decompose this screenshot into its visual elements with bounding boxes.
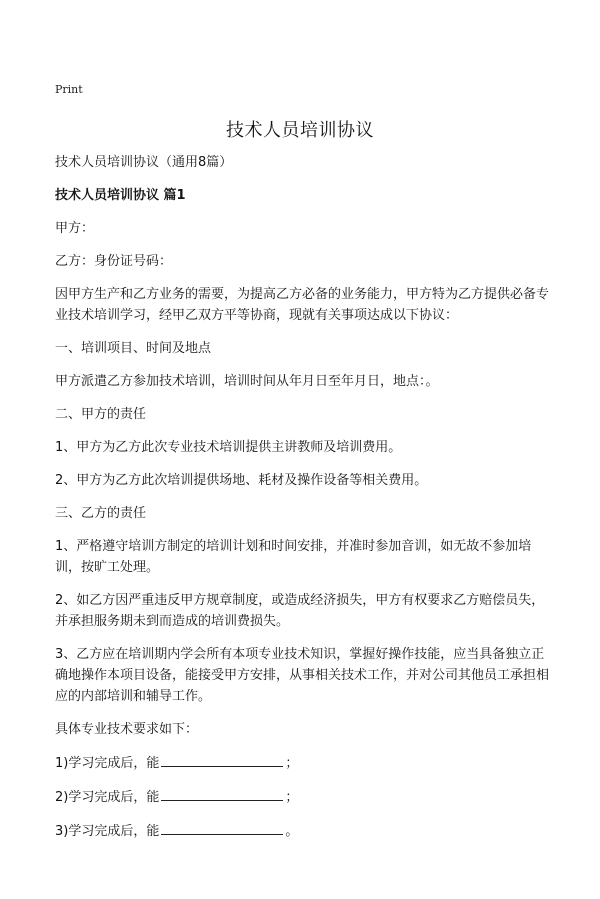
requirement-3-blank — [161, 820, 283, 835]
requirement-3 — [55, 820, 550, 842]
intro-paragraph: 因甲方生产和乙方业务的需要，为提高乙方必备的业务能力，甲方特为乙方提供必备专业技术培训学习，经甲乙双方平等协商，现就有关事项达成以下协议： — [55, 287, 550, 323]
document-subtitle: 技术人员培训协议（通用8篇） — [55, 155, 233, 170]
document-title: 技术人员培训协议 — [226, 120, 374, 141]
party-a-line: 甲方： — [55, 221, 95, 236]
section-heading: 技术人员培训协议 篇1 — [55, 188, 186, 203]
clause-2-item-1: 1、甲方为乙方此次专业技术培训提供主讲教师及培训费用。 — [55, 440, 402, 455]
party-b-line: 乙方：身份证号码： — [55, 254, 173, 269]
requirement-1-blank — [161, 752, 283, 767]
document-body — [55, 152, 550, 854]
requirement-1-prefix: 1)学习完成后，能 — [55, 756, 160, 771]
clause-3-item-2: 2、如乙方因严重违反甲方规章制度，或造成经济损失，甲方有权要求乙方赔偿员失，并承担服务期未到而造成的培训费损失。 — [55, 593, 545, 629]
clause-3-item-3: 3、乙方应在培训期内学会所有本项专业技术知识，掌握好操作技能，应当具备独立正确地操作本项目设备，能接受甲方安排，从事相关技术工作，并对公司其他员工承担相应的内部培训和辅导工作。 — [55, 647, 550, 704]
requirement-1-suffix: ； — [285, 756, 299, 771]
clause-2-heading: 二、甲方的责任 — [55, 407, 147, 422]
clause-1-heading: 一、培训项目、时间及地点 — [55, 341, 212, 356]
clause-3-item-1: 1、严格遵守培训方制定的培训计划和时间安排，并准时参加音训，如无故不参加培训，按旷工处理。 — [55, 539, 532, 575]
print-label: Print — [55, 83, 83, 96]
clause-2-item-2: 2、甲方为乙方此次培训提供场地、耗材及操作设备等相关费用。 — [55, 473, 428, 488]
requirement-3-suffix: 。 — [285, 824, 299, 839]
requirement-2 — [55, 786, 550, 808]
requirement-2-suffix: ； — [285, 790, 299, 805]
requirement-2-prefix: 2)学习完成后，能 — [55, 790, 160, 805]
requirement-3-prefix: 3)学习完成后，能 — [55, 824, 160, 839]
clause-3-heading: 三、乙方的责任 — [55, 506, 147, 521]
clause-1-text: 甲方派遣乙方参加技术培训，培训时间从年月日至年月日，地点：。 — [55, 374, 439, 389]
requirement-2-blank — [161, 786, 283, 801]
requirement-1 — [55, 752, 550, 774]
requirements-intro: 具体专业技术要求如下： — [55, 722, 199, 737]
